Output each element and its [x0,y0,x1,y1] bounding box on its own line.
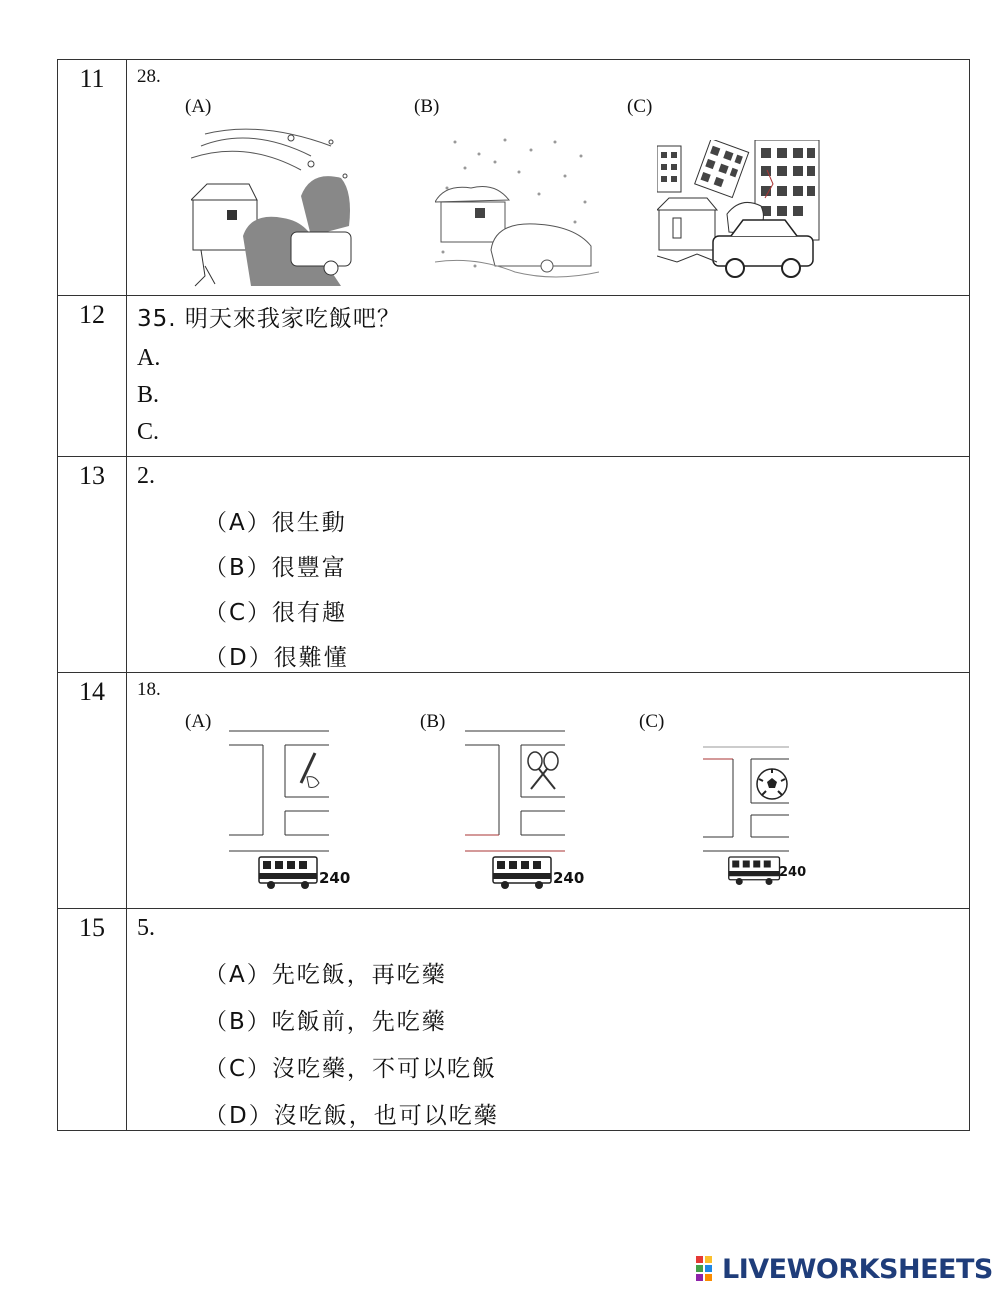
map-option-c [703,743,789,859]
table-row [58,296,970,457]
option-label-b: (B) [420,711,446,732]
question-cell [127,60,970,296]
table-row [58,457,970,673]
option-label-b: (B) [414,96,440,117]
bus-number: 240 [319,869,351,887]
tennis-rackets-icon [525,751,561,791]
bus-icon [257,853,321,893]
question-cell [127,296,970,457]
row-number: 15 [58,909,127,1131]
question-cell [127,457,970,673]
soccer-ball-icon [755,767,789,801]
logo-text: LIVEWORKSHEETS [722,1253,993,1285]
liveworksheets-logo-icon [696,1254,722,1284]
answer-option-c[interactable]: C. [137,419,160,445]
row-number: 12 [58,296,127,457]
answer-option-a[interactable]: A. [137,345,161,371]
house-car-earthquake-icon [657,140,821,286]
table-row [58,673,970,909]
question-number: 2. [137,463,155,489]
bus-icon [727,853,783,889]
bus-number: 240 [553,869,585,887]
map-option-b [465,727,565,859]
answer-option-c[interactable]: （C）很有趣 [204,600,348,626]
worksheet-table [57,59,970,1131]
row-number: 13 [58,457,127,673]
answer-option-b[interactable]: （B）吃飯前，先吃藥 [204,1009,447,1035]
question-number: 28. [137,66,161,87]
table-row [58,909,970,1131]
question-number: 5. [137,915,155,941]
question-cell [127,909,970,1131]
row-number: 14 [58,673,127,909]
bus-icon [491,853,555,893]
option-label-c: (C) [627,96,653,117]
answer-option-d[interactable]: （D）很難懂 [204,645,349,671]
row-number: 11 [58,60,127,296]
option-label-c: (C) [639,711,665,732]
baseball-bat-icon [293,751,325,793]
option-label-a: (A) [185,96,212,117]
question-number: 18. [137,679,161,700]
answer-option-a[interactable]: （A）先吃飯，再吃藥 [204,962,447,988]
bus-number: 240 [779,865,807,880]
table-row [58,60,970,296]
liveworksheets-logo[interactable] [696,1249,994,1289]
answer-option-c[interactable]: （C）沒吃藥，不可以吃飯 [204,1056,498,1082]
answer-option-b[interactable]: （B）很豐富 [204,555,347,581]
answer-option-a[interactable]: （A）很生動 [204,510,347,536]
answer-option-d[interactable]: （D）沒吃飯，也可以吃藥 [204,1103,499,1129]
house-car-snow-icon [435,132,599,284]
answer-option-b[interactable]: B. [137,382,160,408]
house-car-windstorm-icon [191,126,355,290]
map-option-a [229,727,329,859]
question-text: 35. 明天來我家吃飯吧？ [137,306,401,332]
option-label-a: (A) [185,711,212,732]
question-cell [127,673,970,909]
